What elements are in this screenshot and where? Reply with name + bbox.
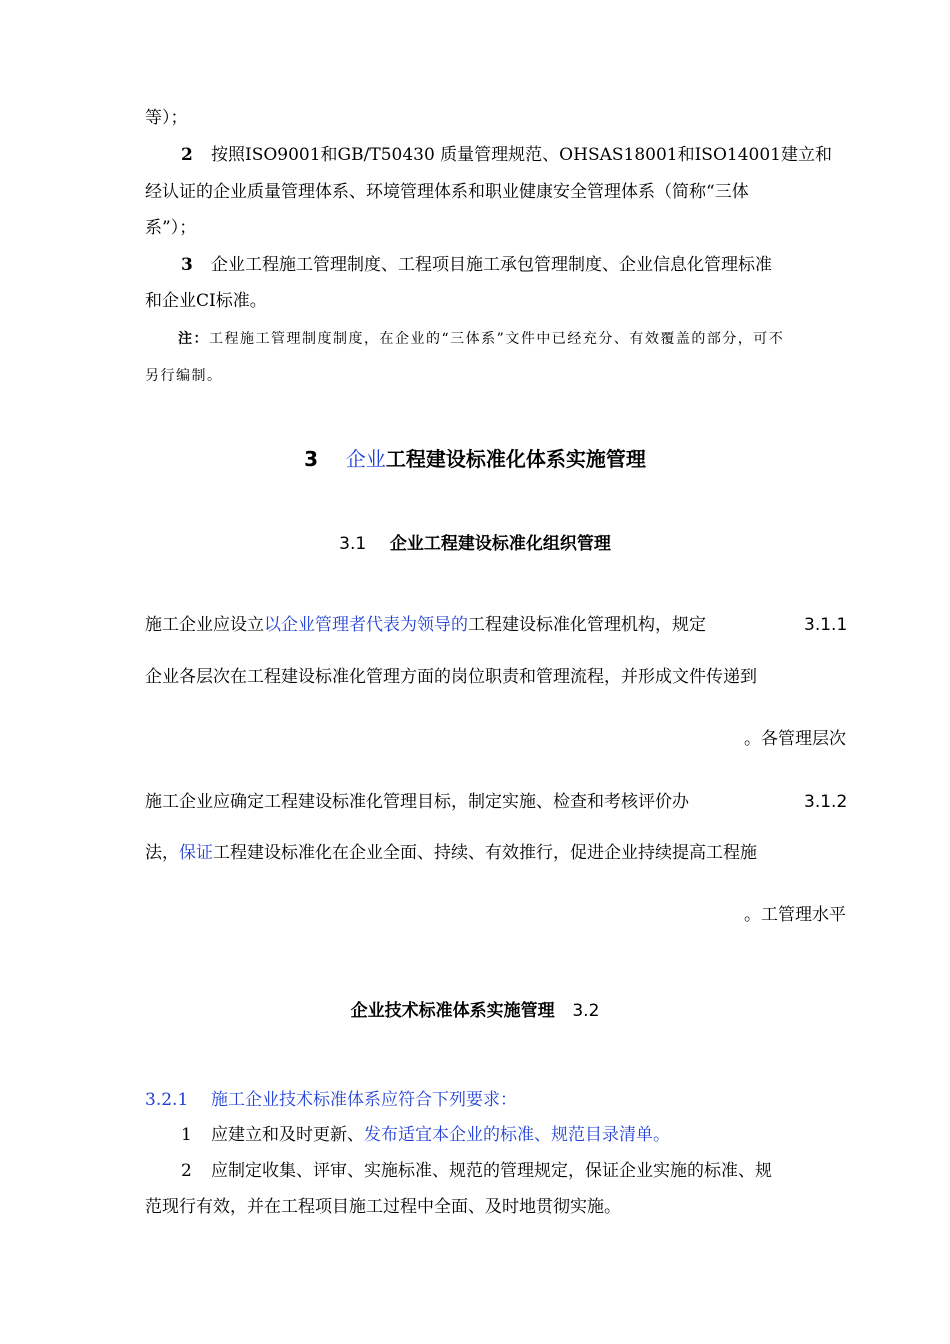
list-item-text: 应制定收集、评审、实施标准、规范的管理规定，保证企业实施的标准、规 <box>211 1161 772 1181</box>
heading-title: 企业工程建设标准化组织管理 <box>389 534 611 554</box>
heading-link[interactable]: 企业 <box>345 447 386 471</box>
list-item-link[interactable]: 发布适宜本企业的标准、规范目录清单。 <box>364 1125 670 1145</box>
clause-number: 3.1.1 <box>804 615 848 635</box>
section-heading-3 <box>0 445 950 473</box>
heading-number: 3.2 <box>572 1001 600 1021</box>
clause-number: 3.1.2 <box>804 792 848 812</box>
clause-3-1-2-line3: 。工管理水平 <box>744 905 846 925</box>
paragraph-tail: 等）； <box>145 108 188 128</box>
list-item-text: 按照ISO9001和GB/T50430 质量管理规范、OHSAS18001和ISO14001建立和 <box>211 145 832 165</box>
list-item-2-line2: 经认证的企业质量管理体系、环境管理体系和职业健康安全管理体系（简称“三体 <box>145 182 749 202</box>
note-label: 注： <box>178 331 209 347</box>
clause-text: 施工企业技术标准体系应符合下列要求： <box>211 1090 517 1110</box>
clause-3-1-2-line1: 施工企业应确定工程建设标准化管理目标，制定实施、检查和考核评价办 <box>145 792 689 812</box>
section-heading-3-2 <box>0 999 950 1023</box>
note-line2: 另行编制。 <box>145 368 223 384</box>
list-item-3 <box>181 253 772 277</box>
clause-text: 工程建设标准化管理机构，规定 <box>468 615 706 635</box>
list-item-number: 1 <box>181 1125 192 1145</box>
clause-3-1-1-line3: 。各管理层次 <box>744 729 846 749</box>
clause-3-2-1-item2 <box>181 1159 772 1183</box>
heading-number: 3 <box>304 447 319 471</box>
clause-3-1-1-line2: 企业各层次在工程建设标准化管理方面的岗位职责和管理流程，并形成文件传递到 <box>145 667 757 687</box>
list-item-2-line3: 系”）； <box>145 218 197 238</box>
list-item-text: 企业工程施工管理制度、工程项目施工承包管理制度、企业信息化管理标准 <box>211 255 772 275</box>
list-item-3-line2: 和企业CI标准。 <box>145 291 267 311</box>
heading-title: 工程建设标准化体系实施管理 <box>385 447 646 471</box>
note-text: 工程施工管理制度制度，在企业的“三体系”文件中已经充分、有效覆盖的部分，可不 <box>209 331 785 347</box>
list-item-number: 2 <box>181 1161 192 1181</box>
clause-text: 法， <box>145 843 179 863</box>
clause-3-2-1-item1 <box>181 1123 670 1147</box>
clause-link[interactable]: 以企业管理者代表为领导的 <box>264 615 468 635</box>
clause-number: 3.2.1 <box>145 1090 189 1110</box>
section-heading-3-1 <box>0 532 950 556</box>
clause-3-2-1-item2-line2: 范现行有效，并在工程项目施工过程中全面、及时地贯彻实施。 <box>145 1197 621 1217</box>
list-item-number: 2 <box>181 145 193 165</box>
clause-3-2-1 <box>145 1088 517 1112</box>
clause-3-1-2-line2 <box>145 841 757 865</box>
clause-3-1-1-line1 <box>145 613 706 637</box>
note <box>178 327 784 351</box>
clause-text: 工程建设标准化在企业全面、持续、有效推行，促进企业持续提高工程施 <box>213 843 757 863</box>
clause-text: 施工企业应设立 <box>145 615 264 635</box>
list-item-number: 3 <box>181 255 193 275</box>
list-item-text: 应建立和及时更新、 <box>211 1125 364 1145</box>
heading-title: 企业技术标准体系实施管理 <box>350 1001 555 1021</box>
list-item-2 <box>181 143 832 167</box>
clause-link[interactable]: 保证 <box>179 843 213 863</box>
heading-number: 3.1 <box>339 534 367 554</box>
